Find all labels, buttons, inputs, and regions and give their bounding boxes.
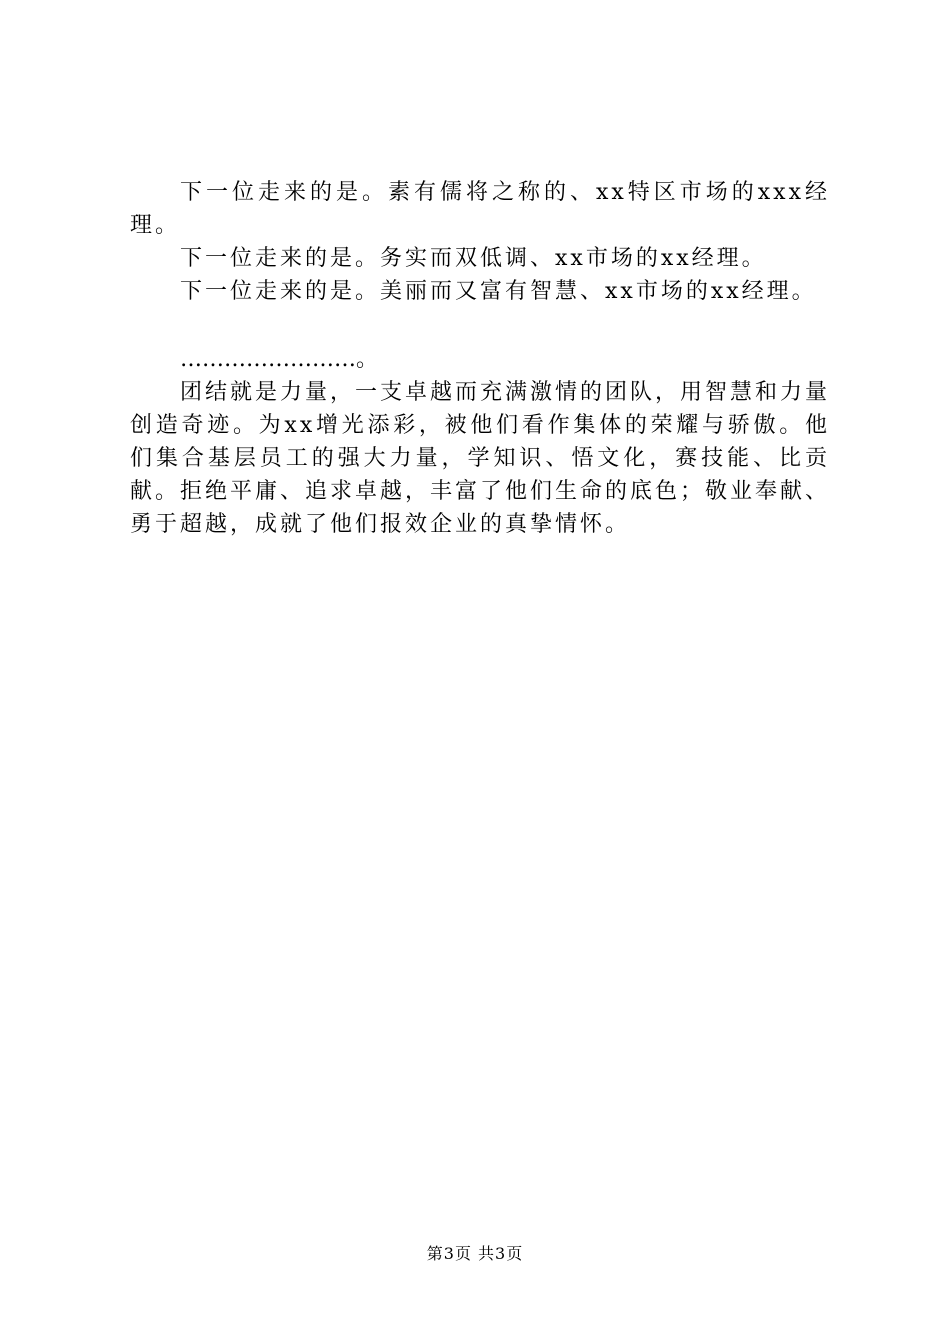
document-body bbox=[130, 176, 830, 541]
paragraph-manager-intro-3: 下一位走来的是。美丽而又富有智慧、xx市场的xx经理。 bbox=[180, 279, 817, 304]
ellipsis-line: ……………………。 bbox=[180, 347, 379, 372]
page-footer: 第3页 共3页 bbox=[426, 1244, 524, 1263]
paragraph-spacer bbox=[130, 308, 830, 343]
paragraph-manager-intro-2: 下一位走来的是。务实而双低调、xx市场的xx经理。 bbox=[180, 246, 767, 271]
paragraph-closing: 团结就是力量，一支卓越而充满激情的团队，用智慧和力量创造奇迹。为xx增光添彩，被他们看作集体的荣耀与骄傲。他们集合基层员工的强大力量，学知识、悟文化，赛技能、比贡献。拒绝平庸、追求卓越，丰富了他们生命的底色；敬业奉献、勇于超越，成就了他们报效企业的真挚情怀。 bbox=[130, 380, 831, 537]
paragraph-manager-intro-1: 下一位走来的是。素有儒将之称的、xx特区市场的xxx经理。 bbox=[130, 180, 830, 238]
